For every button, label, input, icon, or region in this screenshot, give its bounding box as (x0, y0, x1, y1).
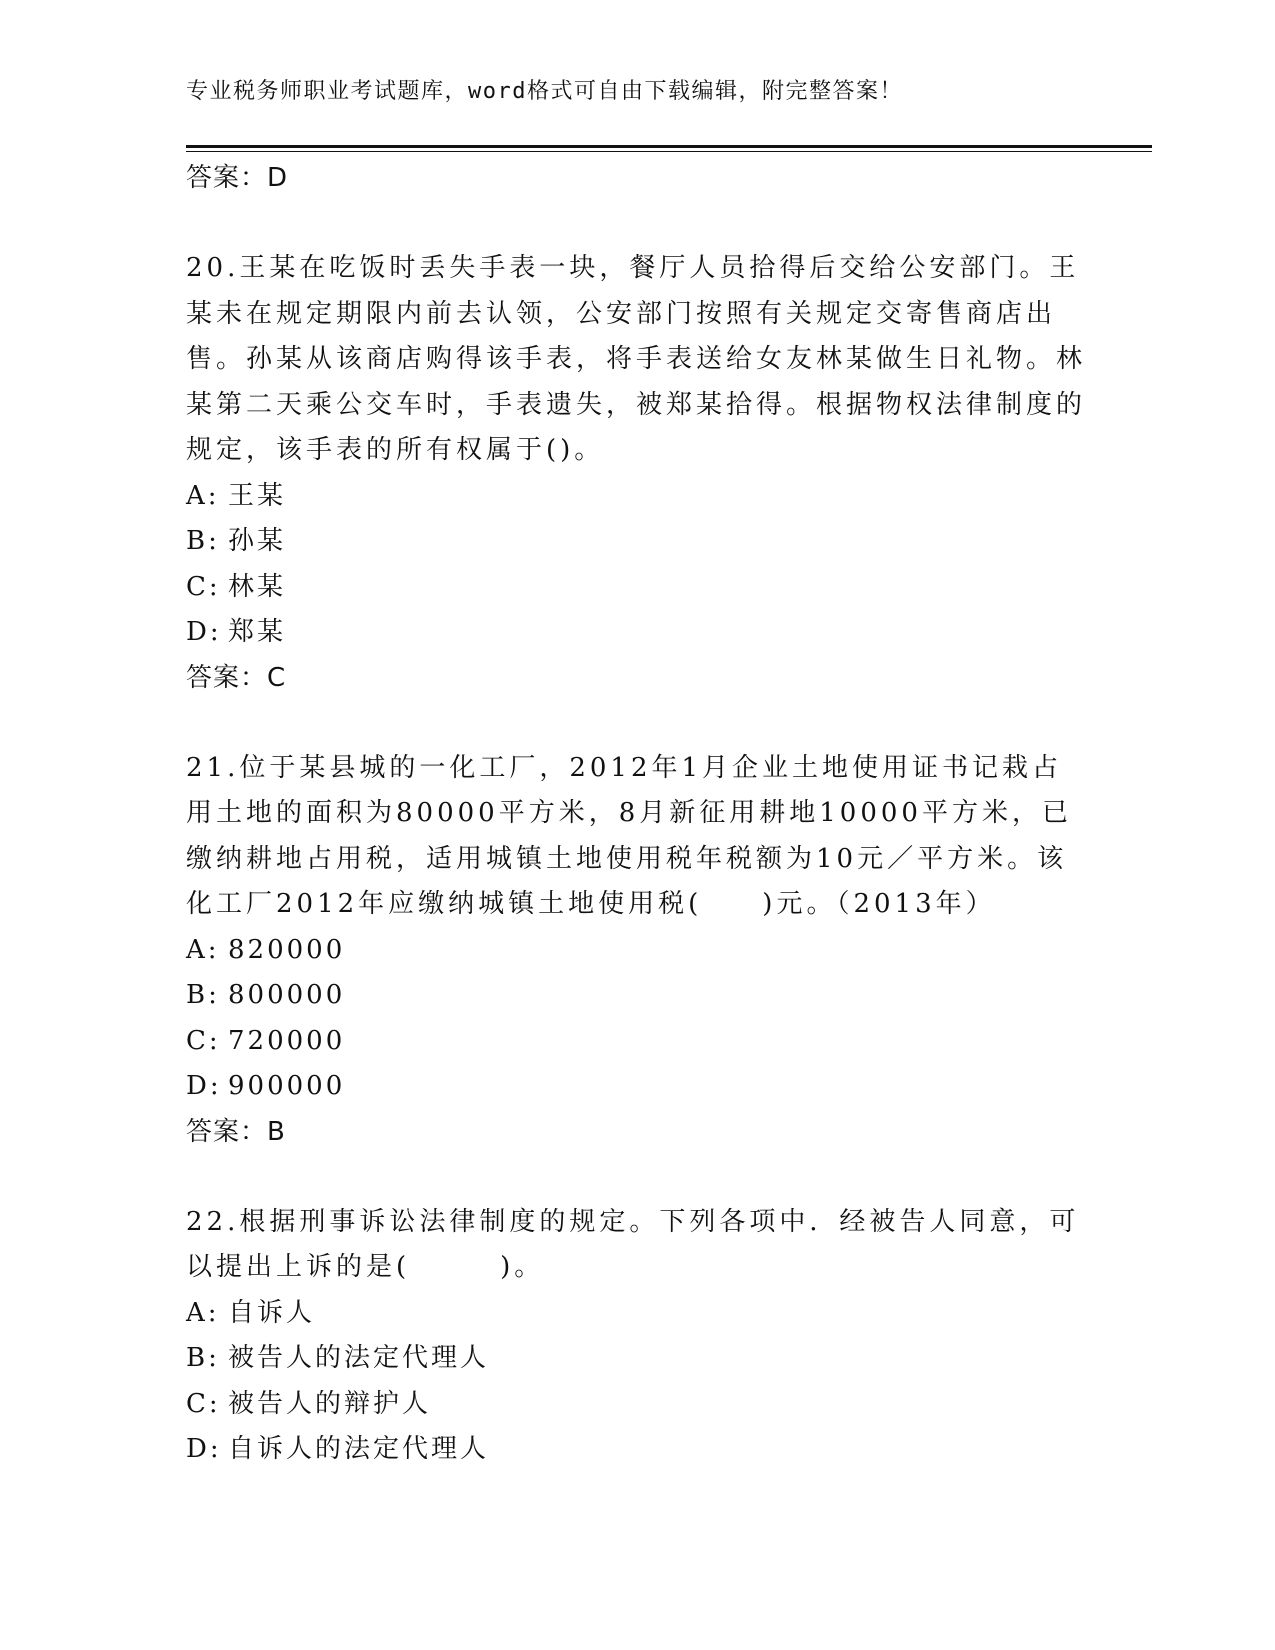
option-text: 900000 (228, 1071, 346, 1101)
option-c (186, 1019, 1086, 1065)
option-text: 林某 (228, 571, 287, 602)
option-letter: C: (186, 1388, 221, 1419)
question-stem: 20.王某在吃饭时丢失手表一块，餐厅人员拾得后交给公安部门。王某未在规定期限内前去认领，公安部门按照有关规定交寄售商店出售。孙某从该商店购得该手表，将手表送给女友林某做生日礼物。林某第二天乘公交车时，手表遗失，被郑某拾得。根据物权法律制度的规定，该手表的所有权属于()。 (186, 253, 1087, 465)
answer-line: 答案：B (186, 1116, 286, 1147)
option-letter: B: (186, 1343, 220, 1373)
question-21 (186, 746, 1086, 1155)
option-d (186, 610, 1086, 656)
option-letter: D: (186, 1071, 222, 1101)
previous-answer: 答案：D (186, 163, 289, 193)
option-letter: D: (186, 1434, 222, 1464)
option-letter: A: (186, 1297, 220, 1328)
header-rule-thin (186, 151, 1152, 152)
option-c (186, 565, 1086, 611)
option-text: 自诉人 (228, 1297, 316, 1328)
option-a (186, 474, 1086, 520)
option-text: 被告人的法定代理人 (228, 1343, 490, 1373)
option-d (186, 1064, 1086, 1110)
question-20 (186, 246, 1086, 701)
option-text: 孙某 (228, 526, 287, 556)
option-letter: A: (186, 934, 220, 965)
option-text: 被告人的辩护人 (228, 1388, 432, 1419)
option-letter: B: (186, 526, 220, 556)
option-letter: B: (186, 980, 220, 1010)
option-a (186, 1291, 1086, 1337)
question-stem: 22.根据刑事诉讼法律制度的规定。下列各项中．经被告人同意，可以提出上诉的是( )。 (186, 1206, 1080, 1282)
option-text: 王某 (228, 480, 287, 511)
option-letter: A: (186, 480, 220, 511)
option-c (186, 1382, 1086, 1428)
question-stem: 21.位于某县城的一化工厂，2012年1月企业土地使用证书记栽占用土地的面积为80000平方米，8月新征用耕地10000平方米，已缴纳耕地占用税，适用城镇土地使用税年税额为10元／平方米。该化工厂2012年应缴纳城镇土地使用税( )元。（2013年） (186, 752, 1072, 919)
answer-line: 答案：C (186, 662, 287, 693)
option-text: 800000 (228, 980, 346, 1010)
page-header: 专业税务师职业考试题库，word格式可自由下载编辑，附完整答案！ (186, 79, 903, 104)
option-a (186, 928, 1086, 974)
option-d (186, 1427, 1086, 1473)
option-b (186, 519, 1086, 565)
option-text: 820000 (228, 934, 346, 965)
header-rule-thick (186, 145, 1152, 148)
option-b (186, 1336, 1086, 1382)
document-body (186, 156, 1086, 1473)
option-letter: D: (186, 617, 222, 647)
option-text: 郑某 (228, 617, 287, 647)
option-text: 自诉人的法定代理人 (228, 1434, 490, 1464)
option-b (186, 973, 1086, 1019)
option-text: 720000 (228, 1025, 346, 1056)
option-letter: C: (186, 1025, 221, 1056)
question-22 (186, 1200, 1086, 1473)
option-letter: C: (186, 571, 221, 602)
